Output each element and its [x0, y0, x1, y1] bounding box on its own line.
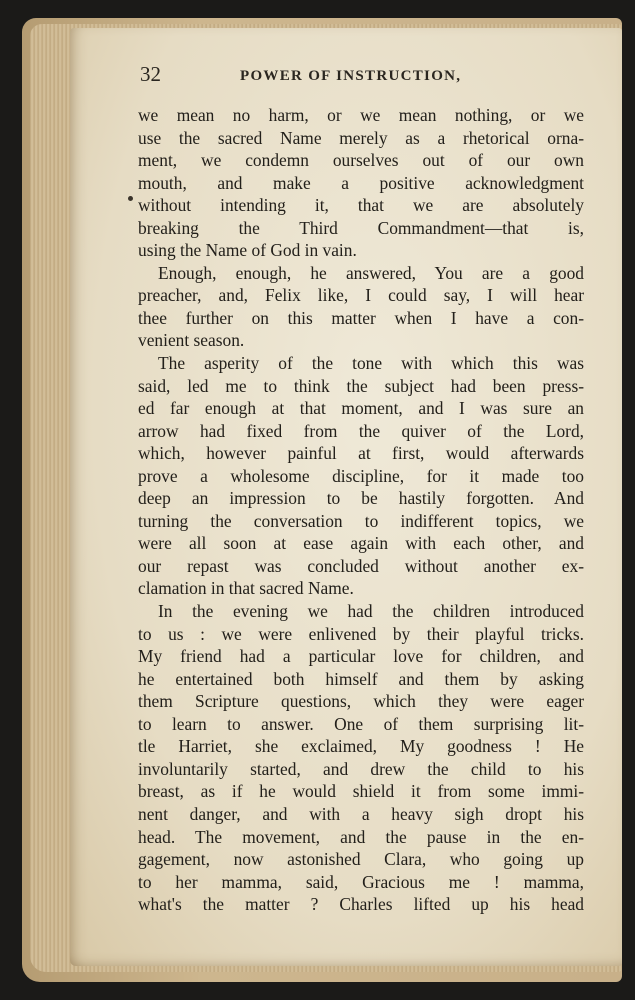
text-line: tle Harriet, she exclaimed, My goodness ! He — [138, 736, 584, 757]
text-line: use the sacred Name merely as a rhetorical orna- — [138, 127, 584, 148]
text-line: arrow had fixed from the quiver of the Lord, — [138, 420, 584, 441]
text-line: head. The movement, and the pause in the en- — [138, 826, 584, 847]
text-line: without intending it, that we are absolutely — [138, 195, 584, 216]
body-text — [138, 104, 584, 916]
text-line: breaking the Third Commandment—that is, — [138, 217, 584, 238]
text-line: said, led me to think the subject had been press- — [138, 375, 584, 396]
text-line: The asperity of the tone with which this was — [158, 353, 584, 374]
page-number: 32 — [140, 62, 161, 86]
page-header — [140, 62, 580, 92]
text-line: we mean no harm, or we mean nothing, or we — [138, 105, 584, 125]
text-line: nent danger, and with a heavy sigh dropt his — [138, 803, 584, 824]
text-line: which, however painful at first, would afterwards — [138, 443, 584, 464]
running-head: POWER OF INSTRUCTION, — [240, 68, 462, 84]
text-line: prove a wholesome discipline, for it made too — [138, 465, 584, 486]
text-line: breast, as if he would shield it from some immi- — [138, 781, 584, 802]
text-line: My friend had a particular love for children, and — [138, 646, 584, 667]
text-line: involuntarily started, and drew the child to his — [138, 758, 584, 779]
text-line: to her mamma, said, Gracious me ! mamma, — [138, 871, 584, 892]
text-line: thee further on this matter when I have a con- — [138, 307, 584, 328]
text-line: he entertained both himself and them by asking — [138, 668, 584, 689]
text-line: In the evening we had the children introduced — [158, 601, 584, 622]
text-line: our repast was concluded without another ex- — [138, 555, 584, 576]
text-line: to learn to answer. One of them surprising lit- — [138, 713, 584, 734]
text-line: clamation in that sacred Name. — [138, 578, 354, 599]
text-line: them Scripture questions, which they were eager — [138, 691, 584, 712]
text-line: what's the matter ? Charles lifted up his head — [138, 894, 584, 915]
text-line: ed far enough at that moment, and I was sure an — [138, 398, 584, 419]
text-line: ment, we condemn ourselves out of our own — [138, 150, 584, 171]
text-line: deep an impression to be hastily forgotten. And — [138, 488, 584, 509]
text-line: using the Name of God in vain. — [138, 240, 357, 261]
text-line: to us : we were enlivened by their playful tricks. — [138, 623, 584, 644]
text-line: were all soon at ease again with each other, and — [138, 533, 584, 554]
text-line: venient season. — [138, 330, 245, 351]
text-line: gagement, now astonished Clara, who going up — [138, 849, 584, 870]
text-line: Enough, enough, he answered, You are a good — [158, 262, 584, 283]
text-line: preacher, and, Felix like, I could say, I will hear — [138, 285, 584, 306]
text-line: turning the conversation to indifferent topics, we — [138, 510, 584, 531]
text-line: mouth, and make a positive acknowledgment — [138, 172, 584, 193]
margin-dot-mark — [128, 196, 133, 201]
